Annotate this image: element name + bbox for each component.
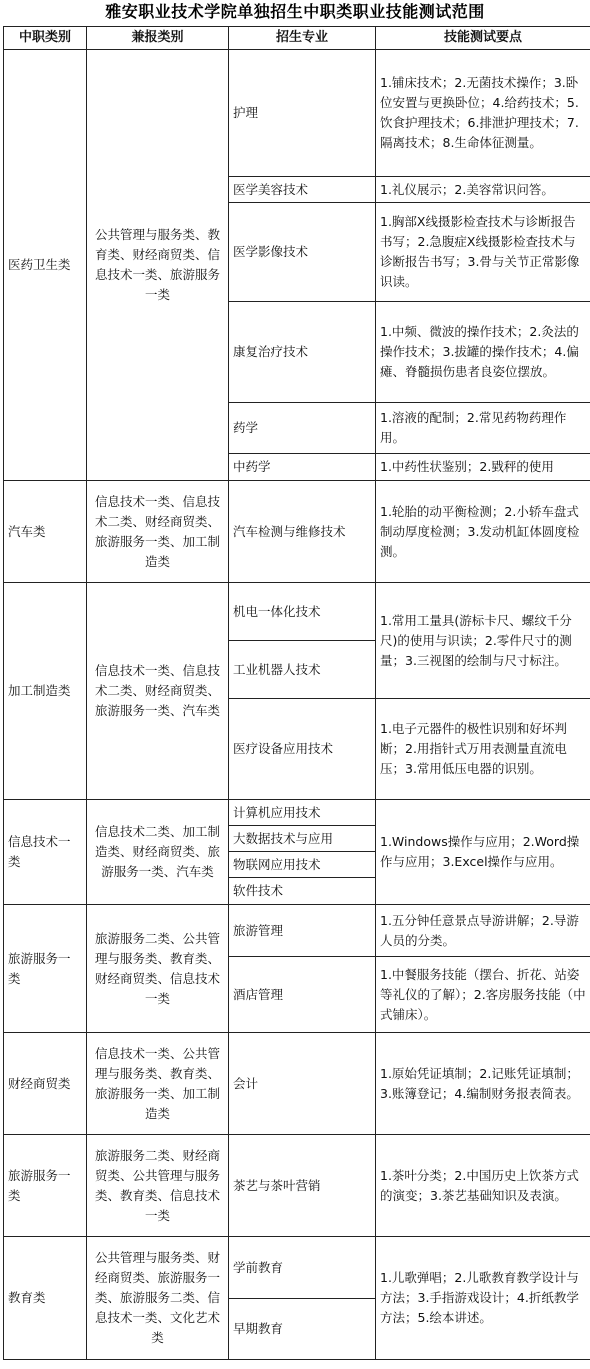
category-cell: 财经商贸类 xyxy=(4,1033,87,1135)
major-cell: 学前教育 xyxy=(229,1237,376,1299)
table-row xyxy=(4,905,590,957)
category-cell: 信息技术一类 xyxy=(4,800,87,905)
points-cell: 1.铺床技术；2.无菌技术操作；3.卧位安置与更换卧位；4.给药技术；5.饮食护理技术；6.排泄护理技术；7.隔离技术；8.生命体征测量。 xyxy=(376,50,590,177)
points-cell: 1.中餐服务技能（摆台、折花、站姿等礼仪的了解）；2.客房服务技能（中式铺床）。 xyxy=(376,957,590,1033)
points-cell: 1.中药性状鉴别；2.戥秤的使用 xyxy=(376,454,590,481)
major-cell: 工业机器人技术 xyxy=(229,641,376,699)
major-cell: 中药学 xyxy=(229,454,376,481)
points-cell: 1.中频、微波的操作技术；2.灸法的操作技术；3.拔罐的操作技术；4.偏瘫、脊髓损伤患者良姿位摆放。 xyxy=(376,302,590,403)
points-cell: 1.电子元器件的极性识别和好坏判断；2.用指针式万用表测量直流电压；3.常用低压电器的识别。 xyxy=(376,699,590,800)
header-row xyxy=(4,27,590,50)
jianbao-cell: 信息技术一类、信息技术二类、财经商贸类、旅游服务一类、汽车类 xyxy=(87,583,229,800)
table-row xyxy=(4,1135,590,1237)
column-header-category: 中职类别 xyxy=(4,27,87,50)
major-cell: 软件技术 xyxy=(229,878,376,905)
category-cell: 汽车类 xyxy=(4,481,87,583)
major-cell: 机电一体化技术 xyxy=(229,583,376,641)
jianbao-cell: 信息技术二类、加工制造类、财经商贸类、旅游服务一类、汽车类 xyxy=(87,800,229,905)
points-cell: 1.茶叶分类；2.中国历史上饮茶方式的演变；3.茶艺基础知识及表演。 xyxy=(376,1135,590,1237)
column-header-major: 招生专业 xyxy=(229,27,376,50)
table-row xyxy=(4,1033,590,1135)
jianbao-cell: 公共管理与服务类、财经商贸类、旅游服务一类、旅游服务二类、信息技术一类、文化艺术类 xyxy=(87,1237,229,1360)
points-cell: 1.原始凭证填制；2.记账凭证填制；3.账簿登记；4.编制财务报表简表。 xyxy=(376,1033,590,1135)
jianbao-cell: 旅游服务二类、财经商贸类、公共管理与服务类、教育类、信息技术一类 xyxy=(87,1135,229,1237)
major-cell: 早期教育 xyxy=(229,1299,376,1360)
table-row xyxy=(4,1237,590,1299)
jianbao-cell: 信息技术一类、公共管理与服务类、教育类、旅游服务一类、加工制造类 xyxy=(87,1033,229,1135)
category-cell: 医药卫生类 xyxy=(4,50,87,481)
major-cell: 医学影像技术 xyxy=(229,203,376,302)
points-cell: 1.轮胎的动平衡检测；2.小轿车盘式制动厚度检测；3.发动机缸体圆度检测。 xyxy=(376,481,590,583)
category-cell: 旅游服务一类 xyxy=(4,905,87,1033)
points-cell: 1.胸部X线摄影检查技术与诊断报告书写；2.急腹症X线摄影检查技术与诊断报告书写；3.骨与关节正常影像识读。 xyxy=(376,203,590,302)
jianbao-cell: 信息技术一类、信息技术二类、财经商贸类、旅游服务一类、加工制造类 xyxy=(87,481,229,583)
points-cell: 1.常用工量具(游标卡尺、螺纹千分尺)的使用与识读；2.零件尺寸的测量；3.三视图的绘制与尺寸标注。 xyxy=(376,583,590,699)
major-cell: 药学 xyxy=(229,403,376,454)
major-cell: 医疗设备应用技术 xyxy=(229,699,376,800)
points-cell: 1.五分钟任意景点导游讲解；2.导游人员的分类。 xyxy=(376,905,590,957)
category-cell: 加工制造类 xyxy=(4,583,87,800)
major-cell: 茶艺与茶叶营销 xyxy=(229,1135,376,1237)
major-cell: 会计 xyxy=(229,1033,376,1135)
major-cell: 物联网应用技术 xyxy=(229,852,376,878)
major-cell: 旅游管理 xyxy=(229,905,376,957)
table-row xyxy=(4,800,590,826)
jianbao-cell: 旅游服务二类、公共管理与服务类、教育类、财经商贸类、信息技术一类 xyxy=(87,905,229,1033)
points-cell: 1.溶液的配制；2.常见药物药理作用。 xyxy=(376,403,590,454)
major-cell: 大数据技术与应用 xyxy=(229,826,376,852)
table-row xyxy=(4,583,590,641)
major-cell: 酒店管理 xyxy=(229,957,376,1033)
column-header-jianbao: 兼报类别 xyxy=(87,27,229,50)
column-header-points: 技能测试要点 xyxy=(376,27,590,50)
points-cell: 1.儿歌弹唱；2.儿歌教育教学设计与方法；3.手指游戏设计；4.折纸教学方法；5.绘本讲述。 xyxy=(376,1237,590,1360)
points-cell: 1.礼仪展示；2.美容常识问答。 xyxy=(376,177,590,203)
category-cell: 旅游服务一类 xyxy=(4,1135,87,1237)
major-cell: 康复治疗技术 xyxy=(229,302,376,403)
major-cell: 护理 xyxy=(229,50,376,177)
major-cell: 汽车检测与维修技术 xyxy=(229,481,376,583)
document-title: 雅安职业技术学院单独招生中职类职业技能测试范围 xyxy=(105,2,485,21)
category-cell: 教育类 xyxy=(4,1237,87,1360)
jianbao-cell: 公共管理与服务类、教育类、财经商贸类、信息技术一类、旅游服务一类 xyxy=(87,50,229,481)
table-row xyxy=(4,50,590,177)
skill-test-table xyxy=(3,26,590,1360)
table-row xyxy=(4,481,590,583)
points-cell: 1.Windows操作与应用；2.Word操作与应用；3.Excel操作与应用。 xyxy=(376,800,590,905)
major-cell: 计算机应用技术 xyxy=(229,800,376,826)
major-cell: 医学美容技术 xyxy=(229,177,376,203)
